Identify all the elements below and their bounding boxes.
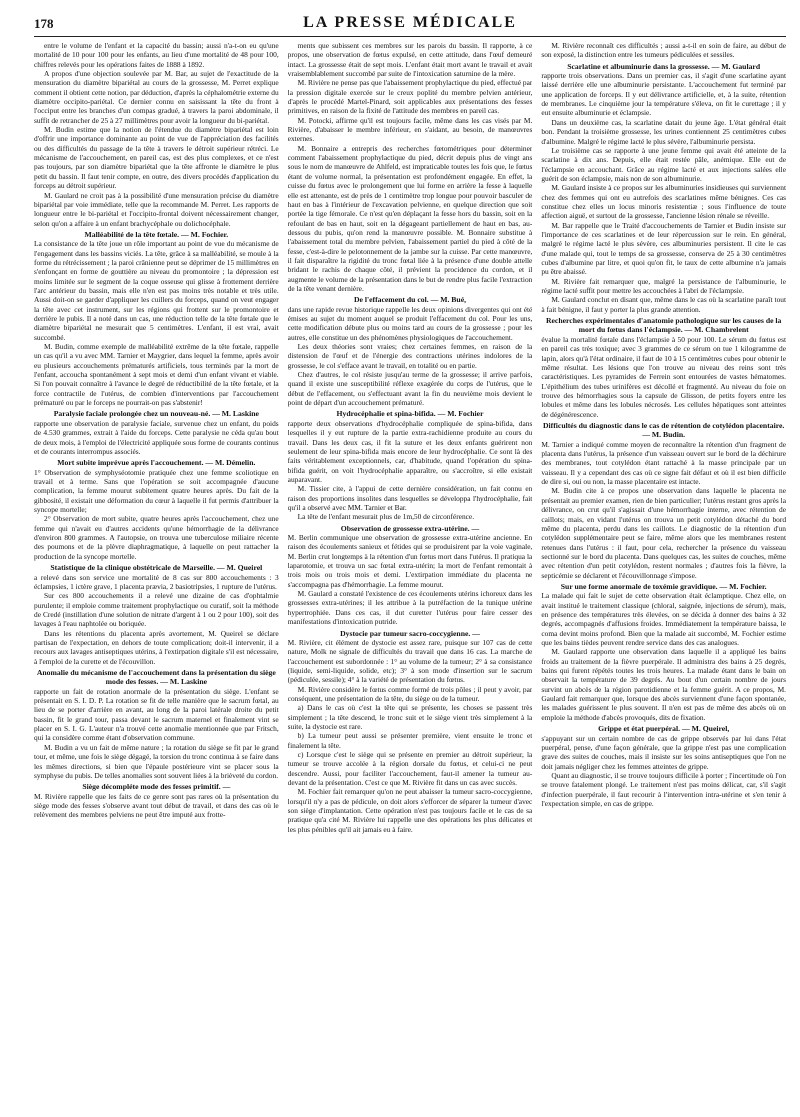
paragraph: 2° Observation de mort subite, quatre heures après l'accouchement, chez une femme qui n'avait eu d'autres accidents qu'une hémorrhagie de la délivrance d'environ 800 grammes. A l'autopsie, on trouva une tuberculose miliaire récente des poumons et de la plèvre diaphragmatique, à laquelle on peut rattacher la production de la syncope mortelle. xyxy=(34,514,279,561)
paragraph: M. Gaulard ne croit pas à la possibilité d'une mensuration précise du diamètre bipariétal par voie immédiate, telle que la recommande M. Perret. Les rapports de longueur entre le bi-pariétal et l'occipito-frontal doivent nécessairement changer, selon qu'on a affaire à un enfant brachycéphale ou dolichocéphale. xyxy=(34,190,279,228)
section-heading: Mort subite imprévue après l'accouchement. — M. Démelin. xyxy=(57,458,256,468)
section-heading: Dystocie par tumeur sacro-coccygienne. — xyxy=(340,628,480,638)
paragraph: M. Potocki, affirme qu'il est toujours facile, même dans les cas visés par M. Rivière, d'abaisser le membre inférieur, en s'aidant, au besoin, de manœuvres externes. xyxy=(287,115,533,144)
paragraph: M. Gaulard a constaté l'existence de ces écoulements utérins ichoreux dans les grossesses extra-utérines; il les attribue à la putréfaction de la tunique utérine hypertrophiée. Dans ces cas, il dut curetter l'utérus pour faire cesser des manifestations d'intoxication putride. xyxy=(287,589,533,627)
page-number: 178 xyxy=(34,16,54,31)
column-3 xyxy=(541,41,786,1113)
paragraph: rapporte trois observations. Dans un premier cas, il s'agit d'une scarlatine ayant laissé derrière elle une albuminurie persistante. L'accouchement fut terminé par une application de forceps. Il y eut délivrance artificielle, et, à la suite, rétention de membranes. Le cinquième jour la température s'éleva, on fit le curettage ; il y eut ensuite albuminurie et éclampsie. xyxy=(541,71,786,118)
paragraph: M. Berlin communique une observation de grossesse extra-utérine ancienne. En raison des écoulements sanieux et fétides qui se produisirent par la voie vaginale, M. Berlin crut longtemps à la rétention d'un fœtus mort dans l'utérus. Il pratiqua la laparotomie, et trouva un sac fœtal extra-utérin; la mort de l'enfant remontait à trois mois ou trois mois et demi. L'extirpation immédiate du placenta ne s'accompagna pas d'hémorrhagie. La femme mourut. xyxy=(287,533,533,589)
paragraph: Chez d'autres, le col résiste jusqu'au terme de la grossesse; il arrive parfois, quand il existe une susceptibilité réflexe exagérée du corps de l'utérus, que le début de l'effacement, ou s'effectuant avant la fin du neuvième mois devient le point de départ d'un accouchement prématuré. xyxy=(287,370,533,408)
paragraph: dans une rapide revue historique rappelle les deux opinions divergentes qui ont été émises au sujet du moment auquel se produit l'effacement du col. Pour les uns, cette modification débute plus ou moins tard au cours de la grossesse ; pour les autres, elle constitue un des phénomènes physiologiques de l'accouchement. xyxy=(287,304,533,342)
section-heading: Paralysie faciale prolongée chez un nouveau-né. — M. Laskine xyxy=(53,409,259,419)
column-2 xyxy=(288,41,533,1113)
paragraph: rapporte un fait de rotation anormale de la présentation du siège. L'enfant se présentait en S. I. D. P. La rotation se fit de telle manière que le sacrum fœtal, au lieu de se porter d'arrière en avant, au long de la paroi latérale droite du petit bassin, fit le grand tour, passa devant le sacrum maternel et finalement vint se placer en S. I. G. L'auteur n'a trouvé cette anomalie mentionnée que par Fritsch, qui la considère comme étant d'observation commune. xyxy=(34,686,279,743)
section-heading: Malléabilité de la tête fœtale. — M. Fochier. xyxy=(84,229,229,239)
paragraph: M. Fochier fait remarquer qu'on ne peut abaisser la tumeur sacro-coccygienne, lorsqu'il n'y a pas de pédicule, on doit alors s'efforcer de séparer la tumeur d'avec son siège d'implantation. Cette opération n'est pas toujours facile et le cas de sa pratique qu'a cité M. Rivière lui rappelle une des opérations les plus délicates et les plus pénibles qu'il ait jamais eu à faire. xyxy=(287,787,533,834)
paragraph: a) Dans le cas où c'est la tête qui se présente, les choses se passent très simplement ; la tête descend, le tronc suit et le siège vient très simplement à la suite, la dystocie est rare. xyxy=(287,703,533,731)
paragraph: M. Rivière considère le fœtus comme formé de trois pôles ; il peut y avoir, par conséquent, une présentation de la tête, du siège ou de la tumeur. xyxy=(287,684,533,703)
paragraph: M. Budin, comme exemple de malléabilité extrême de la tête fœtale, rappelle un cas qu'il a vu avec MM. Tarnier et Maygrier, dans lequel la femme, après avoir eu plusieurs accouchements prématurés artificiels, tous terminés par la mort de l'enfant, accoucha spontanément à sept mois et demi d'un enfant vivant et viable. Si l'on pouvait connaître à l'avance le degré de réductibilité de la tête fœtale, et la force contractile de l'utérus, de combien d'interventions par l'accouchement prématuré ou par le forceps ne pourrait-on pas s'abstenir! xyxy=(34,342,279,408)
paragraph: M. Rivière ne pense pas que l'abaissement prophylactique du pied, effectué par la pression digitale exercée sur le creux poplité du membre pelvien antérieur, d'après le procédé Martel-Pinard, soit applicables aux présentations des fesses primitives, en raison de la fixité de l'attitude des membres en pareil cas. xyxy=(287,78,533,116)
paragraph: M. Budin a vu un fait de même nature ; la rotation du siège se fit par le grand tour, et même, une fois le siège dégagé, la torsion du tronc continua à se faire dans les mêmes directions, si bien que l'épaule postérieure vint se placer sous la symphyse du pubis. De telles anomalies sont souvent liées à la brièveté du cordon. xyxy=(34,742,279,780)
paragraph: Dans un deuxième cas, la scarlatine datait du jeune âge. L'état général était bon. Pendant la troisième grossesse, les urines contiennent 25 centimètres cubes d'albumine. Malgré le régime lacté le plus sévère, l'albuminurie persista. xyxy=(541,117,786,146)
paragraph: Dans les rétentions du placenta après avortement, M. Queirel se déclare partisan de l'expectation, en dehors de toute complication; doit-il intervenir, il a recours aux lavages antiseptiques utérins, à l'extirpation digitale s'il est nécessaire, à l'emploi de la curette et de l'écouvillon. xyxy=(34,628,279,666)
paragraph: M. Budin cite à ce propos une observation dans laquelle le placenta ne présentait au premier examen, rien de bien particulier; l'utérus restant gros après la délivrance, on crut qu'il s'agissait d'une hémorrhagie interne, avec rétention de caillots; mais, en vidant l'utérus on trouva un petit cotylédon détaché du bord même du placenta, perdu dans les caillots. Le diagnostic de la rétention d'un cotylédon supplémentaire peut se faire, même alors que les membranes restent retenues dans l'utérus : il faut, pour cela, rechercher la présence du vaisseau sectionné sur le bord du placenta. Dans quelques cas, les suites de couches, même avec rétention d'un petit cotylédon, restent normales ; d'autres fois la fièvre, la septicémie se déclarent et l'écouvillonnage s'impose. xyxy=(541,486,786,580)
paragraph: La malade qui fait le sujet de cette observation était éclamptique. Chez elle, on avait institué le traitement classique (chloral, saignée, injections de sérum), mais, en présence des températures très élevées, on se décida à donner des bains à 32 degrés, accompagnés d'affusions froides. Immédiatement la température baissa, le coma devint moins profond. Bien que la malade ait succombé, M. Fochier estime que les bains tièdes peuvent rendre service dans des cas analogues. xyxy=(541,591,786,648)
paragraph: M. Rivière rappelle que les faits de ce genre sont pas rares où la présentation du siège mode des fesses s'observe avant tout début de travail, et dans des cas où le relèvement des membres pelviens ne peut être imputé aux frotte- xyxy=(34,791,279,820)
paragraph: M. Rivière fait remarquer que, malgré la persistance de l'albuminurie, le régime lacté suffit pour mettre les accouchées à l'abri de l'éclampsie. xyxy=(541,276,786,295)
section-heading: De l'effacement du col. — M. Bué, xyxy=(353,295,467,305)
paragraph: M. Bonnaire a entrepris des recherches fœtométriques pour déterminer comment l'abaissement prophylactique du pied, décrit depuis plus de vingt ans sous le nom de manœuvre de Ahlfeld, est impraticable toutes les fois que, le fœtus étant de volume normal, la présentation est profondément engagée. En effet, la cuisse du fœtus avec le prolongement que lui forme en arrière la fesse à laquelle elle est attenante, est de près de 1 centimètre trop longue pour pouvoir basculer de haut en bas à l'intérieur de l'excavation pelvienne, en quelque direction que soit portée la tige fémorale. Ce n'est qu'en déplaçant la fesse hors du bassin, soit en la refoulant de bas en haut, soit en la dégageant partiellement de haut en bas, au-dessous du pubis, qu'on rend la manœuvre possible. M. Bonnaire substitue à l'abaissement total du membre pelvien, l'abaissement partiel du pied à côté de la fesse, c'est-à-dire le pelotonnement de la jambe sur la cuisse. Par cette manœuvre, il fait disparaître la rigidité du tronc fœtal liée à la présence d'une double attelle bridant le rachis de chaque côté, il prévient la procidence du cordon, et il augmente le volume de la présentation dans le but de rendre plus facile l'extraction de la tête venant dernière. xyxy=(287,143,533,293)
section-heading: Difficultés du diagnostic dans le cas de rétention de cotylédon placentaire. — M. Budin. xyxy=(542,420,785,440)
paragraph: A propos d'une objection soulevée par M. Bar, au sujet de l'exactitude de la mensuration du diamètre bipariétal au cours de la grossesse, M. Perret explique comment il obtient cette notion, par déduction, d'après la céphalométrie externe du diamètre occipito-pariétal. Ce dernier connu en saisissant la tête du front à l'occiput entre les branches d'un compas gradué, à travers la paroi abdominale, il suffit de retrancher de 25 à 27 millimètres pour avoir la longueur du bi-pariétal. xyxy=(34,69,279,125)
section-heading: Grippe et état puerpéral. — M. Queirel, xyxy=(598,724,730,734)
page-header xyxy=(34,10,786,37)
paragraph: entre le volume de l'enfant et la capacité du bassin; aussi n'a-t-on eu qu'une mortalité de 10 pour 100 pour les enfants, au lieu d'une mortalité de 48 pour 100, chiffres relevés pour les opérations faites de 1888 à 1892. xyxy=(34,41,279,69)
section-heading: Recherches expérimentales d'anatomie pathologique sur les causes de la mort du fœtus dans l'éclampsie. — M. Chambrelent xyxy=(545,316,782,335)
paragraph: La tête de l'enfant mesurait plus de 1m,50 de circonférence. xyxy=(297,512,475,522)
paragraph: M. Rivière reconnaît ces difficultés ; aussi a-t-il en soin de faire, au début de son exposé, la distinction entre les tumeurs pédiculées et sessiles. xyxy=(541,41,786,60)
paragraph: 1° Observation de symphyséotomie pratiquée chez une femme scoliotique en travail et à terme. Sans que l'opération se soit accompagnée d'aucune complication, la femme mourut subitement quatre heures après. Du fait de la gibbosité, il existait une déformation du cœur à laquelle il fut permis d'attribuer la syncope mortelle; xyxy=(34,467,279,515)
paragraph: M. Gaulard rapporte une observation dans laquelle il a appliqué les bains froids au traitement de la fièvre puerpérale. Il administra des bains à 25 degrés, bains qui furent répétés toutes les trois heures. La malade étant dans le bain on observait la température de 39 degrés. Au bout d'un certain nombre de jours survint un abcès de la région parotidienne et la femme guérit. A ce propos, M. Gaulard fait remarquer que, lorsque des abcès surviennent d'une façon spontanée, les malades guérissent le plus souvent. Il n'en est pas de même des abcès où on emploie la méthode d'abcès provoqués, dits de fixation. xyxy=(541,647,786,722)
paragraph: M. Gaulard conclut en disant que, même dans le cas où la scarlatine paraît tout à fait bénigne, il faut y porter la plus grande attention. xyxy=(541,295,786,314)
section-heading: Observation de grossesse extra-utérine. — xyxy=(340,523,480,533)
section-heading: Scarlatine et albuminurie dans la grossesse. — M. Gaulard xyxy=(567,61,761,71)
column-1 xyxy=(34,41,279,1113)
section-heading: Hydrocéphalie et spina-bifida. — M. Fochier xyxy=(336,409,484,419)
paragraph: b) La tumeur peut aussi se présenter première, vient ensuite le tronc et finalement la tête. xyxy=(287,731,533,750)
paragraph: M. Rivière, cit élément de dystocie est assez rare, puisque sur 107 cas de cette nature, Molk ne signale de difficultés du travail que dans 16 cas. La marche de l'accouchement est subordonnée : 1° au volume de la tumeur; 2° à sa consistance (liquide, semi-liquide, solide, etc); 3° à son mode d'insertion sur le sacrum (pédiculée, sessile); 4° à la variété de présentation du fœtus. xyxy=(287,637,533,685)
section-heading: Sur une forme anormale de toxémie gravidique. — M. Fochier. xyxy=(560,581,767,591)
paragraph: ments que subissent ces membres sur les parois du bassin. Il rapporte, à ce propos, une observation de fœtus expulsé, en cette attitude, dans l'œuf demeuré intact. La grossesse était de sept mois. L'enfant était mort avant le travail et avait vraisemblablement succombé par suite de l'intoxication saturnine de la mère. xyxy=(287,41,533,79)
paragraph: Les deux théories sont vraies; chez certaines femmes, en raison de la distension de l'œuf et de l'énergie des contractions utérines indolores de la grossesse, le col s'efface avant le travail, en totalité ou en partie. xyxy=(287,342,533,370)
paragraph: rapporte une observation de paralysie faciale, survenue chez un enfant, du poids de 4.530 grammes, extrait à l'aide du forceps. Cette paralysie ne céda qu'au bout de deux mois, à l'emploi de l'électricité appliquée sous forme de courants continus et de courants interrompus associés. xyxy=(34,418,279,456)
paragraph: c) Lorsque c'est le siège qui se présente en premier au détroit supérieur, la tumeur se trouve accolée à la région dorsale du fœtus, et celui-ci ne peut descendre. Aussi, pour faciliter l'accouchement, faut-il amener la tumeur au-devant de la présentation. C'est ce que M. Rivière fit dans un cas avec succès. xyxy=(287,750,533,788)
paragraph: M. Bar rappelle que le Traité d'accouchements de Tarnier et Budin insiste sur l'importance de ces scarlatines et de leur répercussion sur le rein. En général, malgré le régime lacté le plus sévère, ces albuminuries persistent. Il cite le cas d'une malade qui, tout le temps de sa grossesse, conserva de 25 à 30 centimètres cubes d'albumine par litre, et quoi qu'on fit, le taux de cette albumine n'a jamais pu être abaissé. xyxy=(541,220,786,277)
paragraph: s'appuyant sur un certain nombre de cas de grippe observés par lui dans l'état puerpéral, pense, d'une façon générale, que la grippe n'est pas une complication grave des suites de couches, mais il insiste sur les soins antiseptiques que l'on ne doit jamais négliger chez les femmes atteintes de grippe. xyxy=(541,733,786,771)
paragraph: évalue la mortalité fœtale dans l'éclampsie à 50 pour 100. Le sérum du fœtus est en pareil cas très toxique; avec 3 grammes de ce sérum on tue 1 kilogramme de lapin, alors qu'à l'état ordinaire, il faut de 10 à 15 centimètres cubes pour obtenir le même résultat. Les lésions que l'on trouve au niveau des reins sont très caractéristiques. Les pyramides de Ferrein sont entourées de vastes hématomes. L'épithélium des tubes urinifères est décollé et fragmenté. Au niveau du foie on trouve des hémorrhagies sous la capsule de Glisson, de petits foyers entre les lobules et même dans les lobules nécrosés. Les cellules hépatiques sont atteintes de dégénérescence. xyxy=(541,334,786,419)
paragraph: M. Budin estime que la notion de l'étendue du diamètre bipariétal est loin d'offrir une importance dominante au point de vue de l'appréciation des facilités ou des difficultés du passage de la tête à travers le détroit supérieur rétréci. Le mécanisme de l'accouchement, en pareil cas, est des plus complexes, et ce n'est pas toujours, par son diamètre bipariétal que la tête affronte le diamètre le plus petit du bassin. Il faut tenir compte, en outre, des divers procédés d'application du forceps au détroit supérieur. xyxy=(34,125,279,191)
section-heading: Siège décompléte mode des fesses primitif. — xyxy=(82,782,231,792)
paragraph: Quant au diagnostic, il se trouve toujours difficile à porter ; l'incertitude où l'on se trouve fatalement plongé. Le traitement n'est pas moins délicat, car, s'il s'agit d'infection puerpérale, il faut recourir à l'intervention intra-utérine et s'en tenir à l'expectation simple, en cas de grippe. xyxy=(541,770,786,808)
section-heading: Anomalie du mécanisme de l'accouchement dans la présentation du siège mode des fesses. — M. Laskine xyxy=(36,667,276,687)
text-columns xyxy=(34,41,786,1113)
paragraph: Sur ces 800 accouchements il a relevé une dizaine de cas d'ophtalmie purulente; il emploie comme traitement prophylactique ou curatif, soit la méthode de Credé (instillation d'une solution de nitrate d'argent à 1 ou 2 pour 100), soit des lavages à l'eau naphtolée ou boriquée. xyxy=(34,591,279,629)
paragraph: a relevé dans son service une mortalité de 8 cas sur 800 accouchements : 3 éclampsies, 1 ictère grave, 1 placenta prævia, 2 basiotripsies, 1 rupture de l'utérus. xyxy=(34,572,279,591)
paragraph: M. Gaulard insiste à ce propos sur les albuminuries insidieuses qui surviennent chez des femmes qui ont eu autrefois des scarlatines même bénignes. Ces cas constitue chez elles un locus minoris resistentiæ ; sous l'influence de toute affection aiguë, et surtout de la grossesse, l'ancienne lésion rénale se réveille. xyxy=(541,183,786,221)
paragraph: La consistance de la tête joue un rôle important au point de vue du mécanisme de l'engagement dans les bassins viciés. La tête, grâce à sa malléabilité, se moule à la forme du rétrécissement ; la paroi crânienne peut se déprimer de 15 millimètres en s'enfonçant en forme de gouttière au niveau du promontoire ; la dépression est moins limitée sur le segment de la coque osseuse qui glisse à frottement derrière l'arc antérieur du bassin, mais elle n'en est pas moins très notable et très utile. Aussi doit-on se garder d'appliquer les cuillers du forceps, quand on veut engager la tête avec cet instrument, sur les régions qui frottent sur le promontoire et derrière le pubis. Il a noté dans un cas, une réduction telle de la tête fœtale que le diamètre bipariétal ne mesurait que 5 centimètres. L'enfant, il est vrai, avait succombé. xyxy=(34,239,279,342)
paragraph: M. Tarnier a indiqué comme moyen de reconnaître la rétention d'un fragment de placenta dans l'utérus, la présence d'un vaisseau ouvert sur le bord de la déchirure des membranes, tout cotylédon étant rattaché à la masse principale par un vaisseau. Il y a cependant des cas où ce signe fait défaut et où il est bien difficile de dire si, oui ou non, la masse placentaire est intacte. xyxy=(541,439,786,487)
section-heading: Statistique de la clinique obstétricale de Marseille. — M. Queirel xyxy=(50,563,263,573)
paragraph: rapporte deux observations d'hydrocéphalie compliquée de spina-bifida, dans lesquelles il y eut rupture de la partie extra-rachidienne produite au cours du travail. Dans les deux cas, il fit la suture et les deux enfants guérirent non seulement de leur spina-bifida mais encore de leur hydrocéphalie. Ce sont là des faits véritablement exceptionnels, car, d'habitude, quand l'opération du spina-bifida guérit, on voit l'hydrocéphalie apparaître, ou s'accroître, si elle existait auparavant. xyxy=(287,418,533,484)
journal-title: LA PRESSE MÉDICALE xyxy=(303,14,517,31)
paragraph: M. Tissier cite, à l'appui de cette dernière considération, un fait connu en raison des proportions insolites dans lesquelles se développa l'hydrocéphalie, fait qu'il a observé avec MM. Tarnier et Bar. xyxy=(287,484,533,512)
paragraph: Le troisième cas se rapporte à une jeune femme qui avait été atteinte de la scarlatine à dix ans. Depuis, elle était restée pâle, anémique. Elle eut de l'éclampsie en accouchant. Grâce au régime lacté et aux injections salées elle guérit de son éclampsie, mais non de son albuminurie. xyxy=(541,145,786,183)
